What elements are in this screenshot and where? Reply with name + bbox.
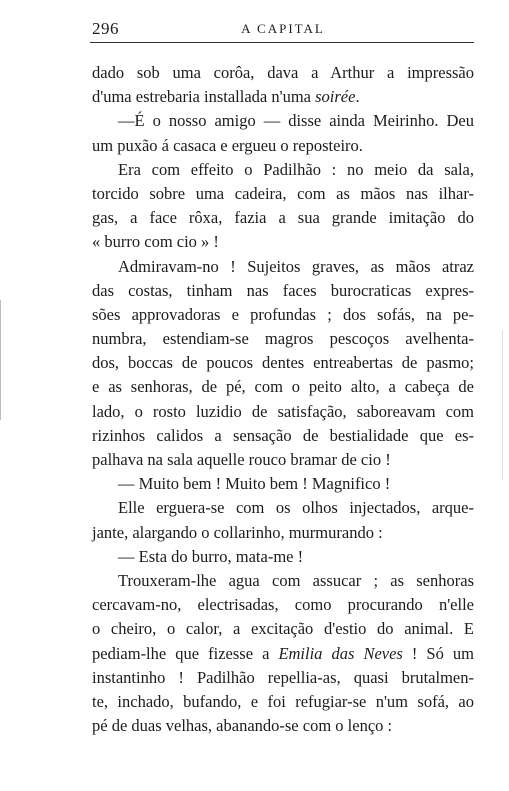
running-title: A CAPITAL bbox=[241, 21, 325, 36]
text-line: e as senhoras, de pé, com o peito alto, a cabeça de bbox=[92, 377, 474, 397]
text-line: instantinho ! Padilhão repellia-as, quasi brutalmen- bbox=[92, 667, 474, 687]
text-line: Elle erguera-se com os olhos injectados, arque- bbox=[118, 498, 474, 518]
text-line: palhava na sala aquelle rouco bramar de cio ! bbox=[92, 450, 391, 469]
text-line: um puxão á casaca e ergueu o reposteiro. bbox=[92, 135, 363, 155]
text-line: torcido sobre uma cadeira, com as mãos nas ilhar- bbox=[92, 183, 474, 203]
text-line: rizinhos calidos a sensação de bestialidade que es- bbox=[92, 425, 474, 445]
text-line: Trouxeram-lhe agua com assucar ; as senhoras bbox=[118, 570, 474, 590]
text-line: cercavam-no, electrisadas, como procurando n'elle bbox=[92, 595, 474, 615]
text-line: dado sob uma corôa, dava a Arthur a impressão bbox=[92, 63, 474, 82]
text-line: —É o nosso amigo — disse ainda Meirinho. Deu bbox=[118, 111, 474, 131]
page-header bbox=[92, 19, 474, 41]
text-line: o cheiro, o calor, a excitação d'estio do animal. E bbox=[92, 619, 474, 639]
text-line: pediam-lhe que fizesse a Emilia das Neves ! Só um bbox=[92, 643, 474, 663]
text-line: « burro com cio » ! bbox=[92, 232, 219, 252]
text-line: Era com effeito o Padilhão : no meio da sala, bbox=[118, 159, 474, 179]
scan-edge-mark bbox=[0, 300, 1, 420]
text-line: numbra, estendiam-se magros pescoços avelhenta- bbox=[92, 329, 474, 349]
text-line: gas, a face rôxa, fazia a sua grande imitação do bbox=[92, 208, 474, 228]
text-line: lado, o rosto luzidio de satisfação, saboreavam com bbox=[92, 401, 474, 421]
text-line: sões approvadoras e profundas ; dos sofás, na pe- bbox=[92, 304, 474, 324]
text-line: das costas, tinham nas faces burocraticas expres- bbox=[92, 280, 474, 300]
scan-edge-mark bbox=[502, 330, 503, 480]
header-rule bbox=[90, 42, 474, 43]
page-number: 296 bbox=[92, 19, 119, 38]
text-line: — Muito bem ! Muito bem ! Magnifico ! bbox=[118, 474, 391, 494]
text-line: Admiravam-no ! Sujeitos graves, as mãos atraz bbox=[118, 256, 474, 276]
text-line: jante, alargando o collarinho, murmurando : bbox=[92, 522, 383, 542]
text-line: dos, boccas de poucos dentes entreabertas de pasmo; bbox=[92, 353, 474, 373]
text-line: d'uma estrebaria installada n'uma soirée. bbox=[92, 87, 360, 107]
text-line: — Esta do burro, mata-me ! bbox=[118, 546, 304, 566]
text-line: pé de duas velhas, abanando-se com o lenço : bbox=[92, 716, 393, 736]
body-text bbox=[92, 61, 474, 738]
text-line: te, inchado, bufando, e foi refugiar-se n'um sofá, ao bbox=[92, 691, 474, 711]
